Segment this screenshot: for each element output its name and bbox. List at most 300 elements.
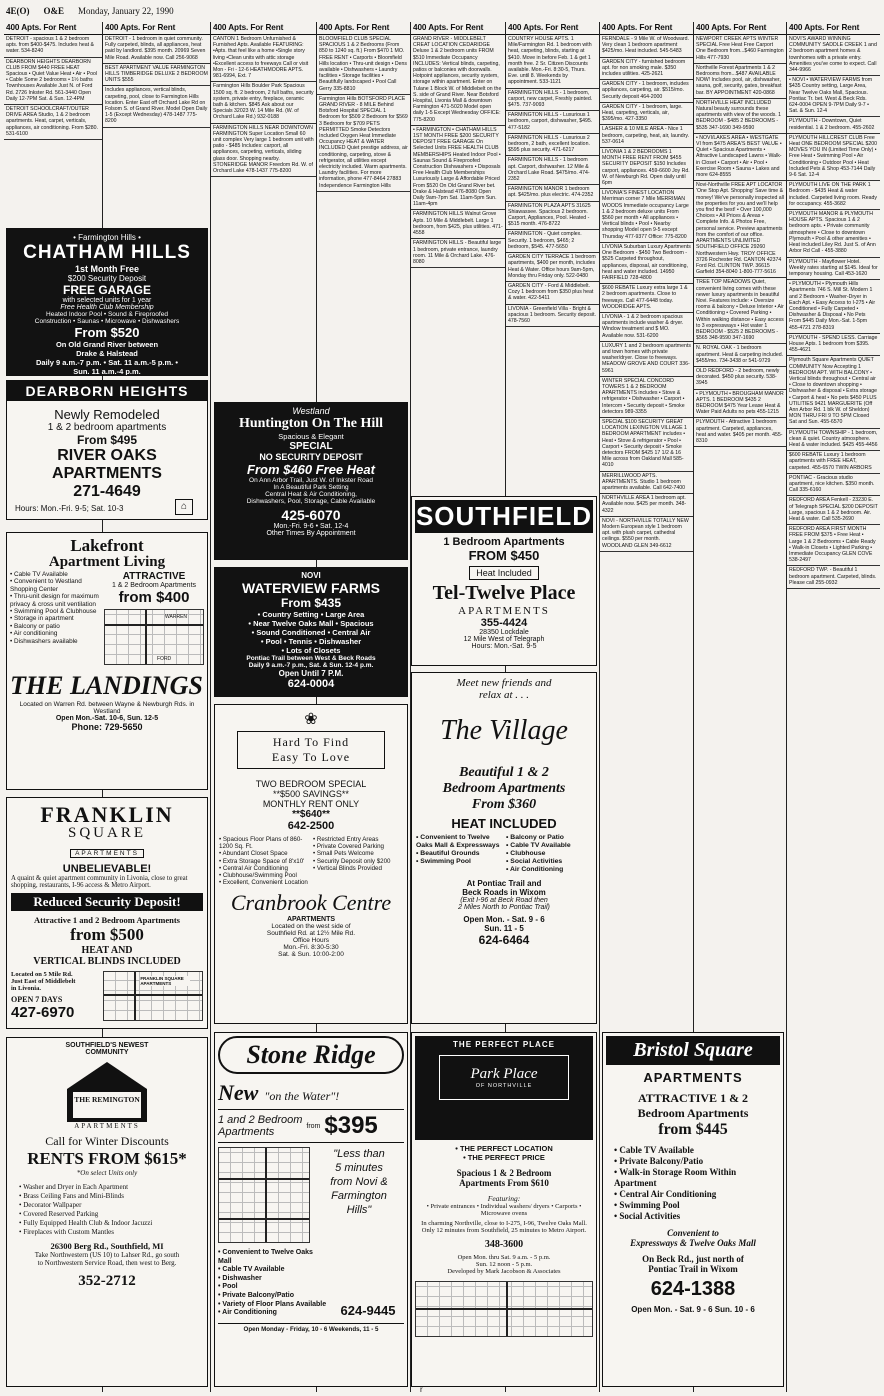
classified-listing: • PLYMOUTH • Plymouth Hills Apartments 746 S. Mill St. Modern 1 and 2 Bedroom • Washer-Dryer in Each Apt. • Easy Access to I-275 • Air Conditioned • Fully Carpeted • Dishwasher & Disposal • No Pets From $445 Daily Mon.-Sat. 1-5pm 455-4721 278-8319 [787, 280, 880, 334]
ad-line: On Ann Arbor Trail, Just W. of Inkster Road [249, 477, 373, 484]
ad-hours: Open Mon. - Sat. 9 - 6 [463, 915, 545, 924]
ad-river-oaks[interactable] [6, 380, 208, 520]
classified-listing: PLYMOUTH MANOR & PLYMOUTH HOUSE APTS. Spacious 1 & 2 bedroom apts. • Private community atmosphere • Close to downtown Plymouth • Pool & other amenities • Heat included Liley Rd. Just S. of Ann Arbor Rd Call - 455-3880 [787, 210, 880, 257]
column-header: 400 Apts. For Rent [600, 22, 693, 35]
classified-listing: LASHER & 10 MILE AREA - Nice 1 bedroom, carpeting, heat, air, laundry. 537-0614 [600, 125, 693, 148]
feature-item: • Walk-in Storage Room Within Apartment [614, 1167, 780, 1189]
listings [103, 35, 210, 128]
classified-listing: GARDEN CITY - furnished bedroom apt. for non smoking male. $350 includes utilities. 425-2621 [600, 58, 693, 81]
classified-listing: PLYMOUTH TOWNSHIP - 1 bedroom, clean & quiet. Country atmosphere. Heat & water included. $425 455-4456 [787, 429, 880, 452]
ad-phone[interactable]: Phone: 729-5650 [71, 722, 143, 732]
classified-listing: NOVI - NORTHVILLE TOTALLY NEW Modern European style 1 bedroom apt. with plush carpet, cathedral ceilings. $550 per month. WOODLAND GLEN 349-6612 [600, 517, 693, 552]
feature-list [506, 834, 592, 874]
feature-item: • Small Pets Welcome [313, 850, 403, 857]
column-header: 400 Apts. For Rent [411, 22, 505, 35]
classified-listing: GARDEN CITY TERRACE 1 bedroom apartments, $400 per month, includes Heat & Water. Office hours 9am-5pm, Monday thru Friday only. 522-0480 [506, 253, 599, 282]
ad-line: Hard To Find [272, 735, 350, 749]
ad-line: Just East of Middlebelt [11, 978, 76, 985]
ad-line: Easy To Love [271, 750, 351, 764]
page-number: 4E(O) [6, 6, 30, 16]
ad-line: HEAT AND [81, 945, 133, 956]
ad-line: A quaint & quiet apartment community in Livonia, close to great shopping, restaurants, I-96 access & Metro Airport. [11, 875, 188, 889]
ad-line: In A Beautiful Park Setting [273, 484, 349, 491]
listings [787, 35, 880, 589]
classified-listing: FARMINGTON - Quiet complex. Security. 1 bedroom, $465; 2 bedroom, $545. 477-5650 [506, 230, 599, 253]
feature-list [614, 1145, 780, 1222]
ad-price: FROM $450 [468, 548, 540, 563]
ad-line: Farmington [331, 1190, 387, 1202]
classified-listing: SPECIAL $100 SECURITY GREAT LOCATION LEXINGTON VILLAGE 1 BEDROOM APARTMENT includes • Heat • Stove & refrigerator • Pool • Carport • Security deposit • Smoke detectors FROM $425 17 1/2 & 16 Mile across from Oakland Mall 585-4010 [600, 418, 693, 472]
ad-line: Pontiac Trail between West & Beck Roads [246, 655, 376, 662]
ad-line: NO SECURITY DEPOSIT [259, 452, 363, 462]
classified-listing: LUXURY 1 and 2 bedroom apartments and town homes with private washer/dryer. Close to freeways. MEADOW GROVE AND COURT 336-5961 [600, 342, 693, 377]
classified-listing: PLYMOUTH - SPEND LESS. Carriage House Apts. 1 bedroom from $395. 455-4621 [787, 334, 880, 357]
feature-item: • Cable TV Available [614, 1145, 780, 1156]
classified-listing: NEWPORT CREEK APTS WINTER SPECIAL Free Heat Free Carport One Bedroom from...$460 Farmington Hills 477-7930 [694, 35, 786, 64]
ad-hours: Open Monday - Friday, 10 - 6 Weekends, 11 - 5 [218, 1323, 404, 1333]
classified-listing: Plymouth Square Apartments QUIET COMMUNITY Now Accepting 1 BEDROOM APT. WITH BALCONY • Vertical blinds throughout • Central air • Close to downtown shopping • Dishwasher & disposal • Extra storage • Carport & heat • No pets $450 PLUS UTILITIES 9421 MARGUERITE (Off Ann Arbor Rd. 1 blk W. of Sheldon) MON THRU FRI 9 TO 5PM Closed Sat and Sun. 455-6570 [787, 356, 880, 428]
ad-price: From $435 [280, 596, 342, 610]
ad-line: Attractive 1 and 2 Bedroom Apartments [34, 915, 180, 925]
ad-hours: Open Until 7 P.M. [278, 669, 344, 678]
feature-item: • Pool [218, 1283, 328, 1292]
ad-logo: Bristol Square [606, 1036, 780, 1065]
ad-chatham-hills[interactable] [6, 228, 208, 376]
ad-line: 1 & 2 bedroom apartments [47, 422, 167, 433]
feature-item: • Dishwashers available [10, 638, 102, 645]
feature-item: • Private Balcony/Patio [614, 1156, 780, 1167]
feature-item: • Decorator Wallpaper [19, 1201, 203, 1210]
listings [694, 35, 786, 447]
map-label: FRANKLIN SQUARE APARTMENTS [140, 976, 190, 986]
ad-line: • Lots of Closets [281, 646, 341, 655]
ad-hours: OPEN 7 DAYS [11, 995, 63, 1004]
ad-line: Located on the west side of [271, 923, 351, 931]
classified-listing: • PLYMOUTH • BROUGHAM MANOR APTS. 1 BEDROOM $435 2 BEDROOM $475 Year Lease Heat & Water Paid Adults no pets 455-1215 [694, 390, 786, 419]
feature-item: • Social Activities [506, 858, 592, 866]
ad-line: Featuring: [487, 1194, 521, 1203]
ad-phone[interactable]: 355-4424 [480, 617, 528, 629]
classified-listing: REDFORD TWP. - Beautiful 1 bedroom apartment. Carpeted, blinds. Please call 255-0932 [787, 566, 880, 589]
listings [317, 35, 410, 192]
ad-line: Beautiful 1 & 2 [459, 765, 549, 780]
classified-listing: PLYMOUTH - Mayflower Hotel. Weekly rates starting at $145. Ideal for temporary housing. Call 453-1620 [787, 258, 880, 281]
ad-line: ATTRACTIVE 1 & 2 [637, 1091, 749, 1105]
ad-line: Developed by Mark Jacobson & Associates [447, 1268, 561, 1275]
ad-phone[interactable]: 271-4649 [73, 483, 141, 500]
ad-line: APARTMENTS [458, 605, 550, 617]
ad-waterview-farms[interactable] [214, 567, 408, 697]
ad-line: $200 Security Deposit [67, 274, 147, 283]
ad-line: • Pool • Tennis • Dishwasher [260, 637, 362, 646]
ad-line: UNBELIEVABLE! [62, 863, 152, 875]
ad-line: OF NORTHVILLE [475, 1083, 533, 1089]
location-map [218, 1147, 310, 1243]
ad-title: RIVER OAKS [57, 447, 157, 464]
classified-listing: FARMINGTON HILLS - Beautiful large 1 bedroom, private entrance, laundry room. 11 Mile & Orchard Lake. 476-8080 [411, 239, 505, 268]
feature-item: • Swimming Pool [614, 1200, 780, 1211]
ad-tel-twelve-place[interactable] [411, 496, 597, 666]
classifieds-grid [4, 22, 880, 1392]
classified-listing: NORTHVILLE AREA 1 bedroom apt. Available now. $425 per month. 348-4322 [600, 494, 693, 517]
ad-line: 1 Bedroom Apartments [443, 536, 565, 548]
ad-line: APARTMENTS [643, 1070, 743, 1085]
feature-list [313, 836, 403, 886]
paper-name: O&E [43, 6, 65, 16]
ad-line: Free Health Club Membership [60, 304, 154, 311]
classified-listing: N. ROYAL OAK - 1 bedroom apartment. Heat & carpeting included. $455/mo. 734-3438 or 541-9729 [694, 344, 786, 367]
ad-line: Take Northwestern (US 10) to Lahser Rd., go south [34, 1251, 180, 1259]
ad-line: with selected units for 1 year [62, 297, 152, 304]
classified-listing: Novi-Northville FREE APT LOCATOR 'One Stop Apt. Shopping' Save time & money! We've personally inspected all the properties for you and we'll help you find the best! • Over 100,000 Choices • All Prices & Areas • Complete Info. & Photos Free, personal service. Preview apartments from the comfort of our office. APARTMENTS UNLIMITED SOUTHFIELD OFFICE 29260 Northwestern Hwy. TROY OFFICE 3726 Rochester Rd. CANTON 42374 Ford Rd. CLINTON TWP. 36615 Garfield 354-8040 1-800-777-5616 [694, 181, 786, 278]
classified-listing: DETROIT - 1 bedroom in quiet community. Fully carpeted, blinds, all appliances, heat paid by landlord. $395 month. 20969 Seven Mile Road. Available now. Call 256-9068 [103, 35, 210, 64]
classified-listing: Includes appliances, vertical blinds, carpeting, pool, close to Farmington Hills location. Enter East off Orchard Lake Rd on Folsom S. of Grand River. Model Open Daily 1-5 (Except Wednesday) 478-1487 775-8200 [103, 86, 210, 127]
ad-line: • Country Setting • Large Area [257, 610, 365, 619]
ad-line: MONTHLY RENT ONLY [262, 799, 360, 809]
classified-listing: NOVI'S AWARD WINNING COMMUNITY SADDLE CREEK 1 and 2 bedroom apartment homes & townhomes with a private entry. Amenities you've come to expect. Call 344-9966 [787, 35, 880, 76]
classified-listing: MERRILLWOOD APTS. APARTMENTS. Studio 1 bedroom apartments available. Call 642-7400 [600, 472, 693, 495]
ad-line: from Novi & [330, 1176, 388, 1188]
ad-hours: Sun. 11 - 5 [484, 924, 524, 933]
classified-listing: FARMINGTON PLAZA APTS 31625 Shiawassee. Spacious 2 bedroom. Carport, Appliances, Pool. Heated - $515 month. 476-8722 [506, 202, 599, 231]
ad-the-landings[interactable] [6, 532, 208, 790]
feature-item: • Spacious Floor Plans of 860-1200 Sq. Ft. [219, 836, 309, 850]
feature-item: • Covered Reserved Parking [19, 1210, 203, 1219]
classified-listing: FARMINGTON HILLS NEAR DOWNTOWN FARMINGTON Super Location Small 60 unit complex Very large 1 bedroom unit with patio - $485 Includes: carport, all appliances, carpeting, verticals, sliding glass door. Shopping nearby. STONERIDGE MANOR Freedom Rd. W. of Orchard Lake 478-1437 775-8200 [211, 124, 316, 178]
feature-item: • Dishwasher [218, 1275, 328, 1284]
ad-line: • THE PERFECT LOCATION [455, 1144, 553, 1153]
ad-line: • THE PERFECT PRICE [463, 1153, 545, 1162]
feature-item: • Abundant Closet Space [219, 850, 309, 857]
ad-line: On Beck Rd., just north of [642, 1254, 744, 1264]
ad-hours: Hours: Mon.-Fri. 9-5; Sat. 10-3 [15, 504, 124, 513]
listings [600, 35, 693, 552]
classified-listing: WINTER SPECIAL CONCORD TOWERS 1 & 2 BEDROOM APARTMENTS includes • Stove & refrigerator • Dishwasher • Carport • Intercom • Security deposit • Smoke detectors 989-3355 [600, 377, 693, 418]
ad-line: (Exit I-96 at Beck Road then [460, 897, 548, 904]
ad-line: 1st Month Free [74, 264, 139, 274]
feature-list [416, 834, 502, 874]
ad-price: From $495 [76, 433, 138, 447]
feature-list [218, 1249, 328, 1318]
feature-item: • Central Air Conditioning [219, 865, 309, 872]
feature-list [19, 1183, 203, 1237]
feature-item: • Washer and Dryer in Each Apartment [19, 1183, 203, 1192]
ad-phone[interactable]: 352-2712 [78, 1273, 136, 1289]
ad-hours: Mon.-Fri. 9-6 • Sat. 12-4 [273, 523, 349, 530]
ad-price: from $445 [658, 1121, 728, 1138]
ad-line: Construction • Saunas • Microwave • Dishwashers [34, 318, 180, 325]
feature-item: • Clubhouse/Swimming Pool [219, 872, 309, 879]
classified-listing: REDFORD AREA FIRST MONTH FREE FROM $375 • Free Heat • Large 1 & 2 Bedrooms • Cable Ready • Walk-in Closets • Lighted Parking • Immediate Occupancy GLEN COVE 538-2497 [787, 525, 880, 566]
ad-cranbrook-centre[interactable] [214, 704, 408, 1024]
classified-listing: FARMINGTON HILLS Walnut Grove Apts. 10 Mile & Middlebelt. Large 1 bedroom, from $425, plus utilities. 471-4558 [411, 210, 505, 239]
classified-listing: BEST APARTMENT VALUE FARMINGTON HILLS TIMBERIDGE DELUXE 2 BEDROOM UNITS $555 [103, 64, 210, 87]
classified-listing: CANTON 1 Bedroom Unfurnished & Furnished Apts. Available FEATURING: •Apts. that feel like a home •Single story living •Clean units with attic storage •Excellent access to freeways Call or visit Mon - Fri - 12-6 HEATHMOORE APTS. 981-6994, Ext. 7 [211, 35, 316, 82]
ad-phone[interactable]: 642-2500 [287, 820, 335, 832]
ad-line: Newly Remodeled [54, 407, 160, 422]
location-map [103, 971, 203, 1021]
ad-line: Bedroom Apartments [637, 1106, 749, 1120]
classified-listing: LIVONIA 1 & 2 BEDROOMS 1 MONTH FREE RENT FROM $455 SECURITY DEPOSIT $150 Includes carport, appliances. 459-6600 Joy Rd. W. of Newburgh Rd. Open daily until 6pm [600, 148, 693, 189]
feature-item: • Social Activities [614, 1211, 780, 1222]
classified-listing: GARDEN CITY - 1 bedroom, includes appliances, carpeting, air. $515/mo. Security deposit 464-2000 [600, 80, 693, 103]
ad-top: Westland [292, 406, 330, 416]
ad-the-remington[interactable] [6, 1037, 208, 1387]
ad-line: Sun. 11 a.m.-4 p.m. [73, 367, 141, 376]
ad-line: Hills" [346, 1204, 372, 1216]
classified-listing: DETROIT SCHOOLCRAFT/OUTER DRIVE AREA Studio, 1 & 2 bedroom apartments. Heat, carpet, verticals, appliances, air conditioning. From $280. 531-6100 [4, 105, 102, 140]
column-header: 400 Apts. For Rent [694, 22, 786, 35]
feature-item: • Vertical Blinds Provided [313, 865, 403, 872]
ad-price: Apartments From $610 [459, 1178, 549, 1188]
ad-hours: Office Hours [292, 937, 329, 945]
feature-item: • Extra Storage Space of 8'x10' [219, 858, 309, 865]
column-9 [786, 22, 880, 1392]
column-header: 400 Apts. For Rent [317, 22, 410, 35]
classified-listing: FARMINGTON MANOR 1 bedroom apt. $425/mo. plus electric. 474-2352 [506, 185, 599, 201]
listings [411, 35, 505, 268]
feature-item: • Central Air Conditioning [614, 1189, 780, 1200]
masthead [0, 0, 884, 22]
classified-listing: GARDEN CITY - Ford & Middlebelt. Cozy 1 bedroom from $350 plus heat & water. 422-5411 [506, 282, 599, 305]
ad-franklin-square[interactable] [6, 797, 208, 1029]
ad-logo: Park Place [470, 1066, 538, 1082]
classified-listing: LIVONIA Suburban Luxury Apartments One Bedroom - $450 Two Bedroom - $525 Carpeted throughout, appliances, disposal, air conditioning, heat and water included. 14950 FAIRFIELD 728-4800 [600, 243, 693, 284]
ad-line: 28350 Lockdale [479, 629, 529, 636]
ad-line: Located on Warren Rd. between Wayne & Newburgh Rds. in Westland [19, 701, 195, 715]
ad-line: Southfield Rd. at 12½ Mile Rd. [266, 930, 356, 938]
ad-line: APARTMENTS [74, 1122, 140, 1130]
classified-listing: LIVONIA - Greenfield Villa - Bright & spacious 1 bedroom. Security deposit. 478-7560 [506, 305, 599, 328]
ad-line: Beck Roads in Wixom [462, 888, 546, 897]
ad-title: Tel-Twelve Place [432, 582, 576, 604]
ad-line: HEAT INCLUDED [451, 816, 557, 831]
feature-item: • Swimming Pool [416, 858, 502, 866]
feature-item: • Fully Equipped Health Club & Indoor Jacuzzi [19, 1219, 203, 1228]
ad-phone[interactable]: 427-6970 [11, 1004, 75, 1021]
ad-line: "Less than [333, 1148, 385, 1160]
listings [506, 35, 599, 327]
feature-item: • Cable TV Available [506, 842, 592, 850]
ad-logo: The Village [440, 715, 568, 746]
ad-hours: Daily 9 a.m.-7 p.m., Sat. & Sun. 12-4 p.m. [248, 662, 374, 669]
ad-line: APARTMENTS [286, 916, 336, 924]
map-label: WARREN [165, 614, 188, 620]
ad-phone[interactable]: 425-6070 [281, 507, 341, 523]
ad-line: Meet new friends and [456, 677, 552, 689]
feature-item: • Clubhouse [506, 850, 592, 858]
ad-line: "on the Water"! [264, 1089, 340, 1103]
ad-stone-ridge[interactable] [214, 1032, 408, 1387]
ad-line: Central Heat & Air Conditioning, [265, 491, 357, 498]
feature-item: • Brass Ceiling Fans and Mini-Blinds [19, 1192, 203, 1201]
column-header: 400 Apts. For Rent [211, 22, 316, 35]
classified-listing: • NOVI • WATERVIEW FARMS from $435 Country setting, Large Area, Near Twelve Oaks Mall, Spacious. Pontiac Tr. bet. West & Beck Rds. 624-0004 OPEN 9-7PM Daily 9-7 • Sat. & Sun. 12-4 [787, 76, 880, 117]
ad-title: Huntington On The Hill [238, 416, 384, 431]
location-map [104, 609, 204, 665]
classified-listing: Farmington Hills Boulder Park Spacious 1500 sq. ft. 2 bedroom, 2 full baths, security system, private entry, fireplace, ceramic bath & kitchen. $845 Ask about our Specials 32023 W. 14 Mile Rd. (W. of Orchard Lake Rd.) 932-0188 [211, 82, 316, 123]
classified-listing: GARDEN CITY - 1 bedroom, large. Heat, carpeting, verticals, air, $395/mo. 427-3350 [600, 103, 693, 126]
ad-price: RENTS FROM $615* [27, 1149, 187, 1168]
ad-line: • Sound Conditioned • Central Air [251, 628, 371, 637]
ad-line: Dishwashers, Pool, Storage, Cable Available [246, 498, 376, 505]
feature-item: • Storage in apartment [10, 615, 102, 622]
ad-title: Lakefront [70, 536, 144, 555]
ad-top: THE PERFECT PLACE [453, 1040, 555, 1049]
feature-item: • Air Conditioning [506, 866, 592, 874]
ad-hours: Open Mon. - Sat. 9 - 6 Sun. 10 - 6 [631, 1305, 755, 1314]
feature-item: • Private Covered Parking [313, 843, 403, 850]
ad-title: THE REMINGTON [73, 1092, 141, 1118]
classified-listing: FARMINGTON HILLS - Luxurious 2 bedroom, 2 bath, excellent location. $595 plus security. 471-6217 [506, 134, 599, 157]
page-footer-mark: r [420, 1385, 423, 1394]
ad-phone[interactable]: 624-6464 [478, 933, 530, 947]
classified-listing: Farmington Hills BOTSFORD PLACE GRAND RIVER - 8 MILE Behind Botsford Hospital SPECIAL 1 Bedroom for $509 2 Bedroom for $569 3 Bedroom for $709 PETS PERMITTED Smoke Detectors Included Oxygen Heat Immediate Occupancy HEAT & WATER INCLUDED Quiet prestige address, air conditioning, carpeting, stove & refrigerator, all utilities except electricity included. Warm apartments. Laundry facilities. For more information, phone 477-8464 27883 Independence Farmington Hills [317, 95, 410, 192]
ad-line: Heated Indoor Pool • Sound & Fireproofed [46, 311, 168, 318]
feature-item: • Swimming Pool & Clubhouse [10, 608, 102, 615]
ad-park-place[interactable] [411, 1032, 597, 1387]
ad-line: • Private entrances • Individual washers/ dryers • Carports • Microwave ovens [426, 1203, 582, 1217]
classified-listing: • NOVI/LAKES AREA • WESTGATE VI from $475 AREA'S BEST VALUE • Quiet • Spacious Apartments • Attractive Landscaped Lawns • Walk-in Closet • Carport • Air • Pool • Exercise Room • Sauna • Lakes and more 624-8555 [694, 134, 786, 181]
ad-top: NOVI [301, 571, 321, 580]
classified-listing: PLYMOUTH - Downtown, Quiet residential. 1 & 2 bedroom. 455-2602 [787, 117, 880, 133]
ad-subtitle: Apartment Living [48, 554, 166, 570]
ad-address: 26300 Berg Rd., Southfield, MI [50, 1241, 164, 1251]
column-header: 400 Apts. For Rent [787, 22, 880, 35]
classified-listing: DEARBORN HEIGHTS DEARBORN CLUB FROM $440 FREE HEAT Spacious • Quiet Value Heat • Air • Pool • Cable Some 2 bedrooms • 1½ baths Townhouses Available Just N. of Ford Rd. 2726 Inkster Rd. 561-3440 Open Daily 12-7PM Sat. & Sun. 12-4PM [4, 58, 102, 105]
ad-price: From $520 [74, 325, 140, 340]
ad-line: 2 Miles North to Pontiac Trail) [458, 904, 550, 911]
map-label: FORD [157, 656, 172, 662]
ad-line: *On select Units only [76, 1169, 138, 1177]
classified-listing: PLYMOUTH - Attractive 1 bedroom apartment. Carpeted, appliances, heat and water. $405 per month. 455-8310 [694, 418, 786, 447]
remington-logo [67, 1062, 147, 1122]
feature-item: • Balcony or patio [10, 623, 102, 630]
classified-listing: PLYMOUTH LIVE ON THE PARK 1 Bedroom - $435 Heat & water included. Carpeted living room. Ready for occupancy. 455-3682 [787, 181, 880, 210]
feature-item: • Cable TV Available [218, 1266, 328, 1275]
ad-hours: Open Mon.-Sat. 10-6, Sun. 12-5 [55, 715, 159, 722]
ad-line: 12 Mile West of Telegraph [463, 636, 545, 643]
ad-hours: Sat. & Sun. 10:00-2:00 [278, 951, 344, 959]
feature-item: • Fireplaces with Custom Mantles [19, 1228, 203, 1237]
feature-item: • Convenient to Twelve Oaks Mall [218, 1249, 328, 1266]
ad-banner: DEARBORN HEIGHTS [7, 381, 207, 401]
ad-title: SQUARE [67, 825, 146, 841]
feature-item: • Variety of Floor Plans Available [218, 1301, 328, 1310]
classified-listing: FARMINGTON HILLS - 1 bedroom apt. Carport, dishwasher. 12 Mile & Orchard Lake Road. $475/mo. 474-2352 [506, 156, 599, 185]
ad-line: Daily 9 a.m.-7 p.m. • Sat. 11 a.m.-5 p.m. • [36, 358, 178, 367]
ad-top: SOUTHFIELD'S NEWEST COMMUNITY [65, 1042, 149, 1056]
ad-price: **$640** [292, 809, 330, 820]
ad-line: SPECIAL [289, 441, 333, 452]
feature-list [10, 571, 102, 665]
ad-price: from $400 [118, 589, 190, 606]
feature-item: • Cable TV Available [10, 571, 102, 578]
ad-line: On Old Grand River between [55, 340, 159, 349]
feature-item: • Beautiful Grounds [416, 850, 502, 858]
feature-item: • Balcony or Patio [506, 834, 592, 842]
ad-line: APARTMENTS [52, 465, 162, 482]
ad-the-village[interactable] [411, 672, 597, 1024]
ad-line: Drake & Halstead [76, 349, 138, 358]
classified-listing: • FARMINGTON • CHATHAM HILLS 1ST MONTH FREE $200 SECURITY DEPOSIT FREE GARAGE On Selected Units FREE HEALTH CLUB MEMBERSHIPS Heated Indoor Pool • Saunas Sound & Fireproofed Construction Dishwashers • Disposals Free Health Club Memberships Luxuriously Large & Affordable Priced From $520 On Old Grand River bet. Drake & Halstead 476-8080 Open Daily 9am-7pm Sat. 11am-5pm Sun. 11am-4pm [411, 126, 505, 211]
feature-item: • Convenient to Twelve Oaks Mall & Expressways [416, 834, 502, 850]
ad-bristol-square[interactable] [602, 1032, 784, 1387]
classified-listing: DETROIT - spacious 1 & 2 bedroom apts. from $400-$475. Includes heat & water. 534-8240 [4, 35, 102, 58]
location-map [415, 1281, 593, 1337]
column-header: 400 Apts. For Rent [506, 22, 599, 35]
ad-line: TWO BEDROOM SPECIAL [255, 779, 367, 789]
classified-listing: TREE TOP MEADOWS Quiet, convenient living comes with these newer luxury apartments in beautiful Novi. Features include: • Oversize rooms & balcony • Deluxe Interior • Air Conditioning • Covered Parking • Within walking distance • Easy access to 3 expressways • Hot water 1 BEDROOM - $525 2 BEDROOMS - $565 348-9590 347-1690 [694, 278, 786, 344]
feature-item: • Air Conditioning [218, 1309, 328, 1318]
ad-price: from $500 [70, 925, 144, 944]
ad-title: FRANKLIN [40, 802, 174, 827]
ad-line: to Northwestern Service Road, then west to Berg. [37, 1259, 177, 1267]
feature-item: • Thru-unit design for maximum privacy & cross unit ventilation [10, 593, 102, 608]
classified-listing: PLYMOUTH HILLCREST CLUB Free Heat ONE BEDROOM SPECIAL $200 MOVES YOU IN (Limited Time Only) • Free Heat • Swimming Pool • Air Conditioning • Outdoor Pool • Heat Included Pets & Shop 453-7144 Daily 9-6 Sat. 12-4 [787, 134, 880, 181]
classified-listing: PONTIAC - Gracious studio apartment, nice kitchen. $350 month. Call 335-6160 [787, 474, 880, 497]
equal-housing-icon: ⌂ [175, 499, 193, 515]
classified-listing: $600 REBATE Luxury extra large 1 & 2 bedroom apartments. Close to freeways. Call 477-6448 today. WOODRIDGE APTS. [600, 284, 693, 313]
ad-top: • Farmington Hills • [73, 233, 141, 242]
ad-line: In charming Northville, close to I-275, I-96, Twelve Oaks Mall. Only 12 minutes from Southfield, 25 minutes to Metro Airport. [421, 1220, 587, 1234]
classified-listing: BLOOMFIELD CLUB SPECIAL SPACIOUS 1 & 2 Bedrooms (From 850 to 1240 sq. ft.) From $470 1 MO. FREE RENT • Carports • Bloomfield Hills location • Thru-unit design • Dens available • Dishwashers • Laundry facilities • Storage facilities • Beautifully landscaped • Pool Call Gerry 335-8810 [317, 35, 410, 95]
ad-logo: SOUTHFIELD [415, 501, 593, 531]
feature-item: • Convenient to Westland Shopping Center [10, 578, 102, 593]
ad-line: **$500 SAVINGS** [273, 789, 349, 799]
ad-hours: Sun. 12 noon - 5 p.m. [475, 1261, 533, 1268]
ad-line: Bedroom Apartments [442, 781, 566, 796]
ad-logo: Stone Ridge [218, 1036, 404, 1074]
ad-logo: THE LANDINGS [10, 671, 203, 700]
classified-listing: NORTHVILLE HEAT INCLUDED Natural beauty surrounds these apartments with view of the woods. 1 BEDROOM - $485 2 BEDROOMS - $535 347-1690 349-9590 [694, 99, 786, 134]
ad-phone[interactable]: 624-1388 [650, 1278, 736, 1300]
ad-line: from [306, 1122, 321, 1130]
ad-hours: Hours: Mon.-Sat. 9-5 [471, 643, 537, 650]
classified-listing: FERNDALE - 9 Mile W. of Woodward. Very clean 1 bedroom apartment $425/mo. Heat included. 545-5483 [600, 35, 693, 58]
feature-item: • Security Deposit only $200 [313, 858, 403, 865]
ad-logo: Cranbrook Centre [230, 890, 392, 916]
ad-line: Convenient to [667, 1228, 719, 1238]
feature-item: • Air conditioning [10, 630, 102, 637]
ad-banner: Reduced Security Deposit! [11, 893, 203, 911]
issue-date: Monday, January 22, 1990 [78, 6, 174, 16]
classified-listing: Northville Forest Apartments 1 & 2 Bedrooms from...$487 AVAILABLE NOW! Includes pool, air, dishwasher, sauna, golf, security, gates, breakfast bar. BY APPOINTMENT 420-0868 [694, 64, 786, 99]
classified-listing: OLD REDFORD - 2 bedroom, newly decorated. $450 plus security. 538-3945 [694, 367, 786, 390]
ad-line: ATTRACTIVE [122, 571, 186, 582]
feature-item: • Restricted Entry Areas [313, 836, 403, 843]
ad-badge: Heat Included [469, 566, 539, 580]
classified-listing: FARMINGTON HILLS - Luxurious 1 bedroom, carport, dishwasher, $495. 477-5182 [506, 111, 599, 134]
ad-huntington-on-the-hill[interactable] [214, 402, 408, 560]
feature-item: • Excellent, Convenient Location [219, 879, 309, 886]
ad-line: New [218, 1080, 259, 1105]
ad-line: At Pontiac Trail and [466, 879, 542, 888]
ad-phone[interactable]: 348-3600 [484, 1239, 524, 1250]
ad-line: 5 minutes [335, 1162, 383, 1174]
classified-listing: GRAND RIVER - MIDDLEBELT CREAT LOCATION CEDARIDGE Deluxe 1 & 2 bedroom units FROM $510 Immediate Occupancy INCLUDES: Vertical blinds, carpeting, patios or balconies with doorwalls. Hotpoint appliances, security system, storage within apartment. Enter on Tulane 1 Block W. of Middlebelt on the S. side of Grand River. Near Botsford Hospital, Livonia Mall & downtown Farmington 471-5020 Model open daily 1-5 Except Wednesday OFFICE: 775-8200 [411, 35, 505, 126]
ad-phone[interactable]: 624-9445 [340, 1302, 396, 1318]
ad-line: 1 & 2 Bedroom Apartments [111, 582, 197, 589]
feature-item: • Private Balcony/Patio [218, 1292, 328, 1301]
ad-line: Spacious & Elegant [278, 432, 344, 441]
flower-icon: ❀ [304, 711, 318, 728]
classified-listing: $600 REBATE Luxury 1 bedroom apartments with FREE HEAT, carpeted. 455-6570 TWIN ARBORS [787, 451, 880, 474]
ad-hours: Mon.-Fri. 8:30-5:30 [283, 944, 339, 952]
feature-list [219, 836, 309, 886]
ad-phone[interactable]: 624-0004 [287, 678, 335, 690]
classified-listing: REDFORD AREA Fenkell - 23230 E. of Telegraph SPECIAL $200 DEPOSIT Large, spacious 1 & 2 bedroom. Air. Heat & water. Call 535-2690 [787, 496, 880, 525]
